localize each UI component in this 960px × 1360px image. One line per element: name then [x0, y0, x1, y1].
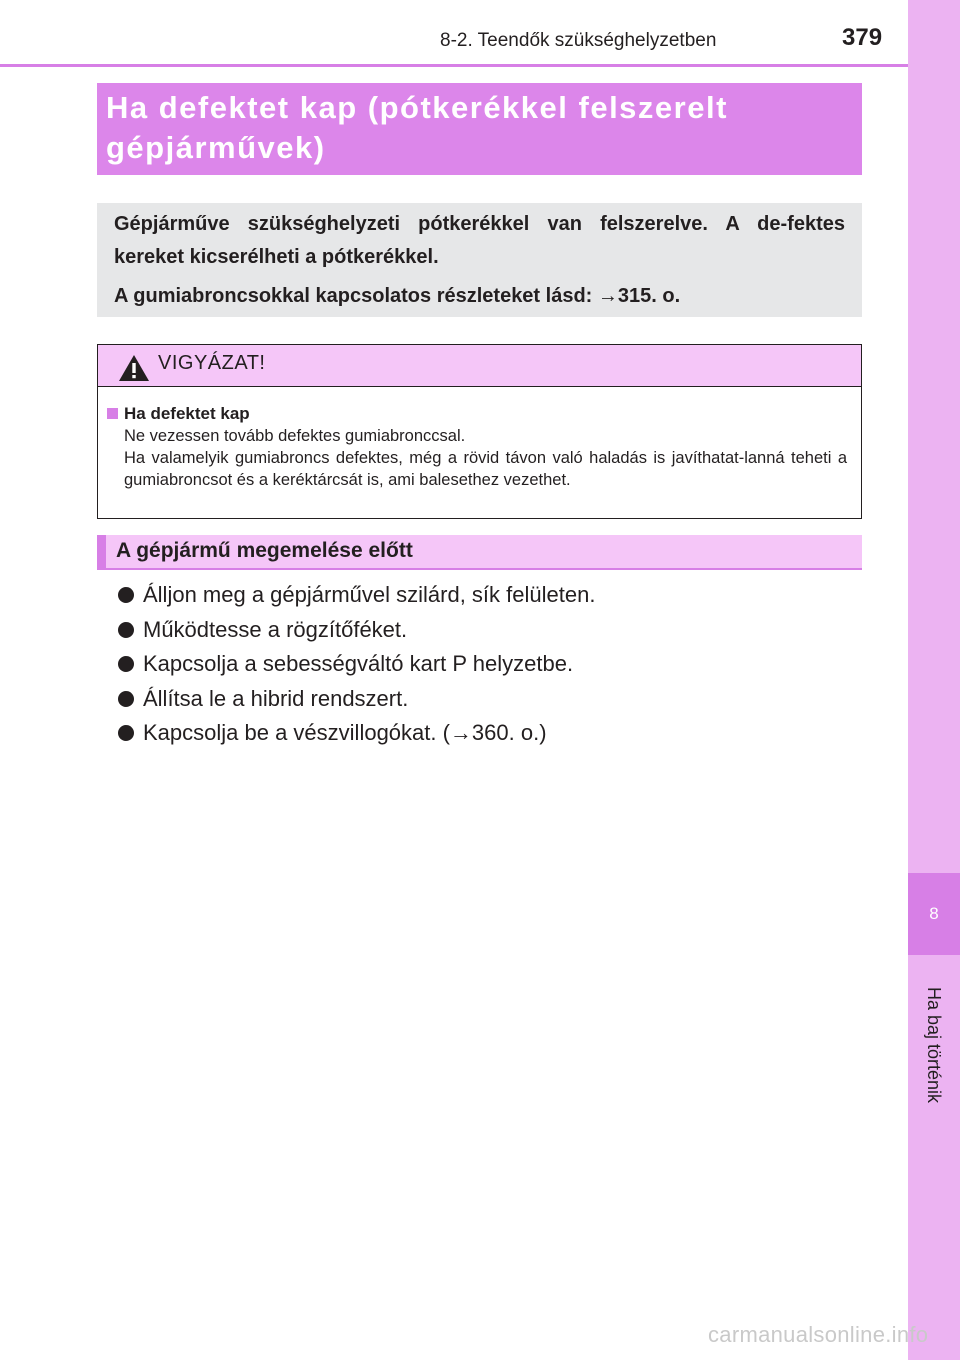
chapter-number: 8 [929, 904, 939, 923]
page-number: 379 [842, 24, 883, 51]
list-item [118, 578, 595, 613]
watermark: carmanualsonline.info [708, 1322, 929, 1347]
page-title-bar [97, 83, 862, 175]
warning-label: VIGYÁZAT! [158, 352, 266, 374]
bullet-dot-icon [118, 725, 134, 741]
bullet-dot-icon [118, 622, 134, 638]
warning-box [97, 344, 862, 519]
bullet-dot-icon [118, 691, 134, 707]
bullet-dot-icon [118, 656, 134, 672]
chapter-title-text: Ha baj történik [924, 986, 944, 1104]
chapter-title-vertical [924, 986, 944, 1104]
steps-list [118, 578, 595, 751]
step-text: Kapcsolja a sebességváltó kart P helyzetbe. [143, 651, 574, 676]
intro-box [97, 203, 862, 317]
step-text: Működtesse a rögzítőféket. [143, 616, 408, 642]
chapter-number-tab[interactable] [908, 873, 960, 955]
list-item [118, 647, 595, 682]
step-text: Álljon meg a gépjárművel szilárd, sík felületen. [143, 582, 596, 607]
intro-paragraph-1: Gépjárműve szükséghelyzeti pótkerékkel van felszerelve. A de-fektes kereket kicserélheti a pótkerékkel. [114, 213, 845, 268]
page-title: Ha defektet kap (pótkerékkel felszerelt gépjárművek) [106, 90, 728, 165]
list-item [118, 716, 595, 751]
warning-body [98, 387, 861, 491]
step-text: Állítsa le a hibrid rendszert. [143, 685, 409, 711]
header-divider [0, 64, 908, 67]
list-item [118, 682, 595, 717]
list-item [118, 613, 595, 648]
bullet-dot-icon [118, 587, 134, 603]
warning-line-2: Ha valamelyik gumiabroncs defektes, még a rövid távon való haladás is javíthatat-lanná teheti a gumiabroncsot és a keréktárcsát is, ami balesethez vezethet. [124, 449, 847, 489]
square-bullet-icon [107, 408, 118, 419]
running-header: 8-2. Teendők szükséghelyzetben [440, 30, 717, 51]
warning-line-1: Ne vezessen tovább defektes gumiabronccsal. [124, 427, 466, 445]
warning-triangle-icon [118, 353, 150, 383]
warning-header [98, 345, 861, 387]
section-heading: A gépjármű megemelése előtt [97, 535, 862, 570]
side-tab-strip [908, 0, 960, 1360]
intro-paragraph-2: A gumiabroncsokkal kapcsolatos részleteket lásd: →315. o. [114, 285, 681, 307]
warning-subtitle: Ha defektet kap [124, 404, 250, 423]
step-text: Kapcsolja be a vészvillogókat. (→360. o.) [143, 720, 547, 745]
